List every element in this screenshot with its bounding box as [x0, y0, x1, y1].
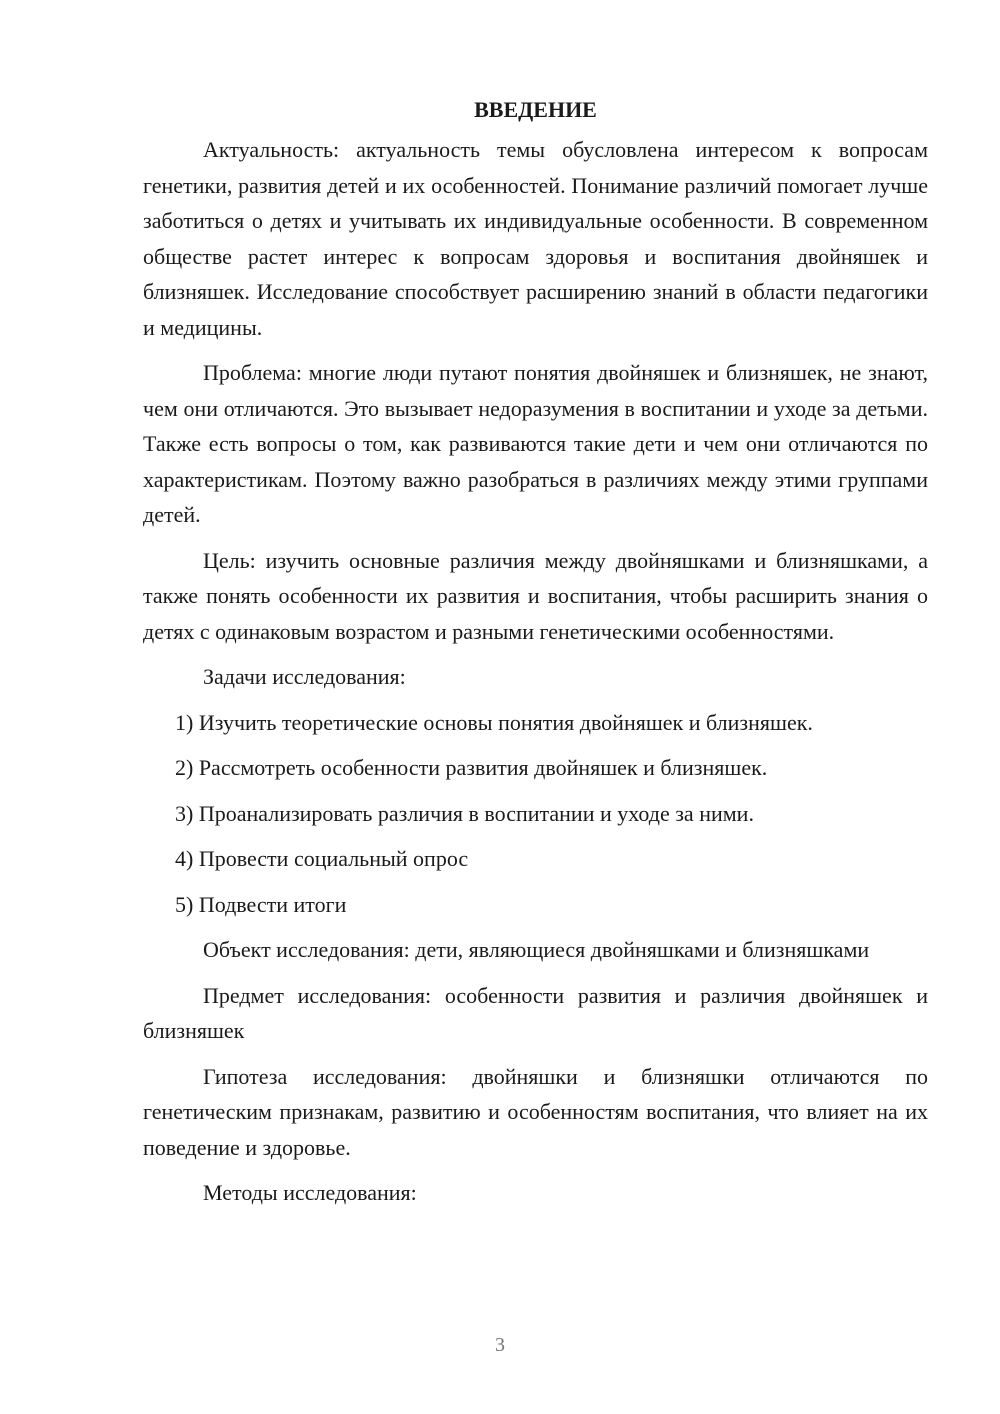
page-content [143, 92, 928, 1221]
subject-paragraph: Предмет исследования: особенности развития и различия двойняшек и близняшек [143, 982, 928, 1043]
goal-paragraph: Цель: изучить основные различия между двойняшками и близняшками, а также понять особенности их развития и воспитания, чтобы расширить знания о детях с одинаковым возрастом и разными генетическими особенностями. [143, 547, 928, 644]
problem-paragraph: Проблема: многие люди путают понятия двойняшек и близняшек, не знают, чем они отличаются. Это вызывает недоразумения в воспитании и уходе за детьми. Также есть вопросы о том, как развиваются такие дети и чем они отличаются по характеристикам. Поэтому важно разобраться в различиях между этими группами детей. [143, 360, 928, 527]
object-paragraph: Объект исследования: дети, являющиеся двойняшками и близняшками [203, 937, 870, 962]
section-title: ВВЕДЕНИЕ [474, 97, 597, 122]
task-item: 4) Провести социальный опрос [175, 846, 469, 871]
page-number: 3 [495, 1334, 505, 1356]
task-item: 2) Рассмотреть особенности развития двойняшек и близняшек. [175, 755, 768, 780]
methods-heading: Методы исследования: [203, 1180, 417, 1205]
task-item: 5) Подвести итоги [175, 891, 347, 917]
hypothesis-paragraph: Гипотеза исследования: двойняшки и близняшки отличаются по генетическим признакам, развитию и особенностям воспитания, что влияет на их поведение и здоровье. [143, 1063, 928, 1160]
tasks-list [143, 705, 928, 923]
tasks-heading: Задачи исследования: [203, 664, 406, 689]
task-item: 1) Изучить теоретические основы понятия двойняшек и близняшек. [175, 709, 813, 735]
relevance-paragraph: Актуальность: актуальность темы обусловлена интересом к вопросам генетики, развития детей и их особенностей. Понимание различий помогает лучше заботиться о детях и учитывать их индивидуальные особенности. В современном обществе растет интерес к вопросам здоровья и воспитания двойняшек и близняшек. Исследование способствует расширению знаний в области педагогики и медицины. [143, 137, 928, 340]
task-item: 3) Проанализировать различия в воспитании и уходе за ними. [175, 800, 754, 826]
